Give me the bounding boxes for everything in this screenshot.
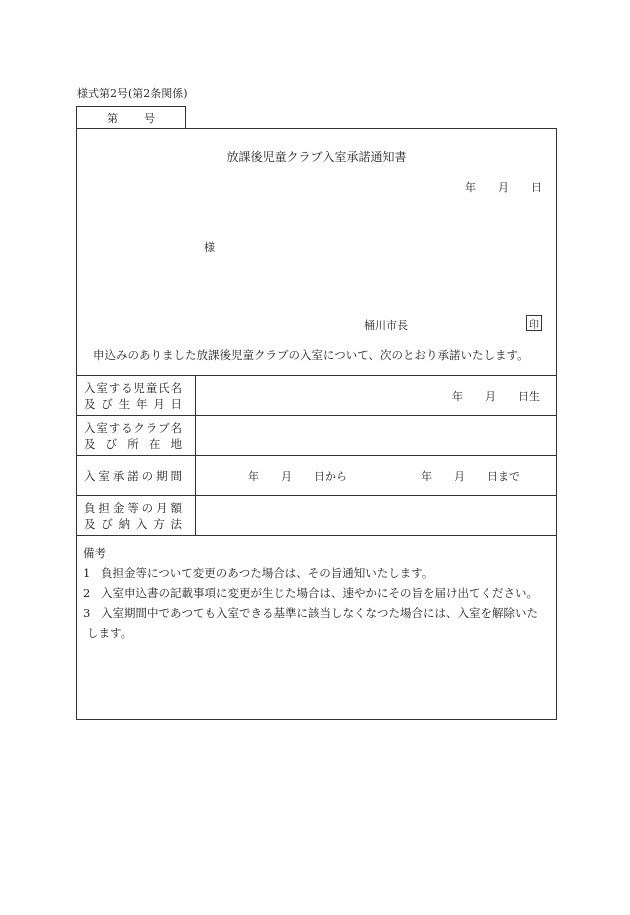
child-name-label: 入室する児童氏名 及び生年月日 (77, 376, 196, 416)
to-year: 年 (421, 469, 432, 483)
document-number-box (76, 106, 186, 128)
period-label: 入室承諾の期間 (77, 456, 196, 496)
seal-mark: 印 (526, 315, 542, 331)
issuer-name: 桶川市長 (364, 319, 408, 332)
notice-text: 申込みのありました放課後児童クラブの入室について、次のとおり承諾いたします。 (93, 348, 529, 362)
to-day: 日まで (487, 469, 520, 483)
date-day: 日 (531, 181, 542, 194)
table-row (77, 456, 557, 496)
number-suffix: 号 (144, 111, 155, 125)
date-year: 年 (465, 181, 476, 194)
addressee-suffix: 様 (204, 241, 215, 254)
club-name-field[interactable] (196, 416, 557, 456)
date-month: 月 (498, 181, 509, 194)
document-title: 放課後児童クラブ入室承諾通知書 (226, 150, 407, 164)
issue-date (465, 179, 542, 195)
table-row (77, 416, 557, 456)
birth-day: 日生 (518, 390, 540, 403)
number-prefix: 第 (107, 111, 118, 125)
birth-month: 月 (485, 390, 496, 403)
from-day: 日から (314, 469, 347, 483)
notice-document (76, 128, 557, 720)
remarks-section (83, 543, 553, 643)
birthdate (452, 388, 540, 404)
club-name-label: 入室するクラブ名 及び所在地 (77, 416, 196, 456)
table-row (77, 496, 557, 536)
list-item: 3 入室期間中であつても入室できる基準に該当しなくなつた場合には、入室を解除いた (83, 606, 538, 620)
remarks-heading: 備考 (83, 546, 106, 560)
form-number-label: 様式第2号(第2条関係) (77, 87, 188, 100)
table-row (77, 376, 557, 416)
details-table (76, 375, 557, 536)
from-month: 月 (281, 469, 292, 483)
from-year: 年 (248, 469, 259, 483)
list-item: 1 負担金等について変更のあつた場合は、その旨通知いたします。 (83, 566, 434, 580)
child-name-field[interactable] (196, 376, 557, 416)
to-month: 月 (454, 469, 465, 483)
list-item: 2 入室申込書の記載事項に変更が生じた場合は、速やかにその旨を届け出てください。 (83, 586, 538, 600)
period-field[interactable] (196, 456, 557, 496)
period-range (196, 468, 556, 484)
fee-label: 負担金等の月額 及び納入方法 (77, 496, 196, 536)
birth-year: 年 (452, 390, 463, 403)
fee-field[interactable] (196, 496, 557, 536)
list-item-continuation: します。 (87, 626, 133, 640)
